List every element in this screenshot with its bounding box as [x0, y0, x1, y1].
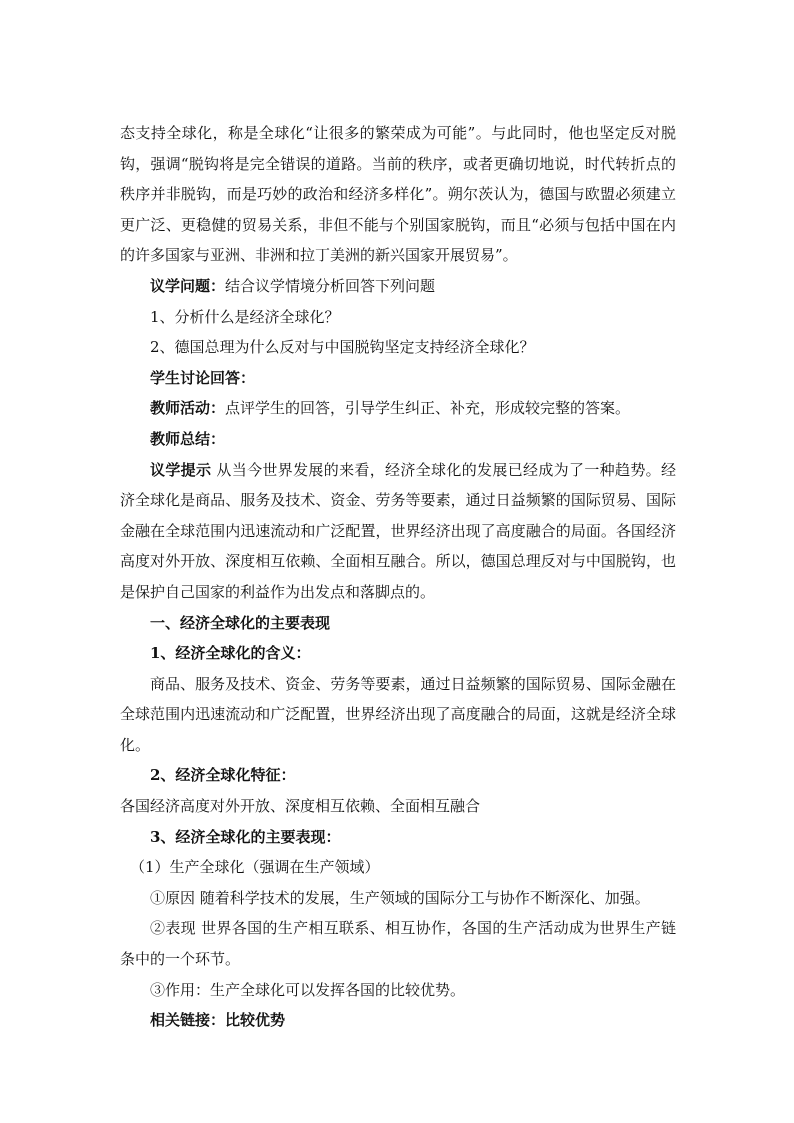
feature-text: 各国经济高度对外开放、深度相互依赖、全面相互融合 [120, 797, 481, 816]
hint-label: 议学提示 [150, 460, 212, 479]
teacher-summary-heading: 教师总结： [150, 429, 226, 448]
manifestation-title: 3、经济全球化的主要表现： [150, 827, 341, 846]
hint-text: 从当今世界发展的来看，经济全球化的发展已经成为了一种趋势。经济全球化是商品、服务及技术、资金、劳务等要素，通过日益频繁的国际贸易、国际金融在全球范围内迅速流动和广泛配置，世界经济出现了高度融合的局面。各国经济高度对外开放、深度相互依赖、全面相互融合。所以，德国总理反对与中国脱钩，也是保护自己国家的利益作为出发点和落脚点的。 [120, 460, 676, 601]
production-reason: ①原因 随着科学技术的发展，生产领域的国际分工与协作不断深化、加强。 [150, 888, 650, 907]
production-manifestation: ②表现 世界各国的生产相互联系、相互协作，各国的生产活动成为世界生产链条中的一个环节。 [120, 919, 676, 969]
related-link-heading: 相关链接：比较优势 [150, 1011, 286, 1030]
production-effect: ③作用：生产全球化可以发挥各国的比较优势。 [150, 980, 466, 999]
production-title: （1）生产全球化（强调在生产领域） [130, 858, 380, 877]
definition-text: 商品、服务及技术、资金、劳务等要素，通过日益频繁的国际贸易、国际金融在全球范围内迅速流动和广泛配置，世界经济出现了高度融合的局面，这就是经济全球化。 [120, 674, 676, 754]
question-label: 议学问题： [150, 276, 226, 295]
teacher-activity [120, 393, 676, 424]
intro-paragraph: 态支持全球化，称是全球化“让很多的繁荣成为可能”。与此同时，他也坚定反对脱钩，强调“脱钩将是完全错误的道路。当前的秩序，或者更确切地说，时代转折点的秩序并非脱钩，而是巧妙的政治和经济多样化”。朔尔茨认为，德国与欧盟必须建立更广泛、更稳健的贸易关系，非但不能与个别国家脱钩，而且“必须与包括中国在内的许多国家与亚洲、非洲和拉丁美洲的新兴国家开展贸易”。 [120, 124, 676, 265]
section-1-title: 一、经济全球化的主要表现 [150, 613, 331, 632]
teacher-activity-label: 教师活动： [150, 399, 226, 418]
student-discussion-heading: 学生讨论回答： [150, 368, 256, 387]
question-2: 2、德国总理为什么反对与中国脱钩坚定支持经济全球化？ [150, 338, 535, 357]
definition-title: 1、经济全球化的含义： [150, 644, 311, 663]
hint-paragraph [120, 455, 676, 608]
feature-title: 2、经济全球化特征： [150, 766, 296, 785]
question-1: 1、分析什么是经济全球化？ [150, 307, 340, 326]
question-heading [120, 271, 676, 302]
teacher-activity-text: 点评学生的回答，引导学生纠正、补充，形成较完整的答案。 [225, 399, 631, 418]
question-text: 结合议学情境分析回答下列问题 [225, 276, 436, 295]
document-page [120, 118, 676, 1036]
